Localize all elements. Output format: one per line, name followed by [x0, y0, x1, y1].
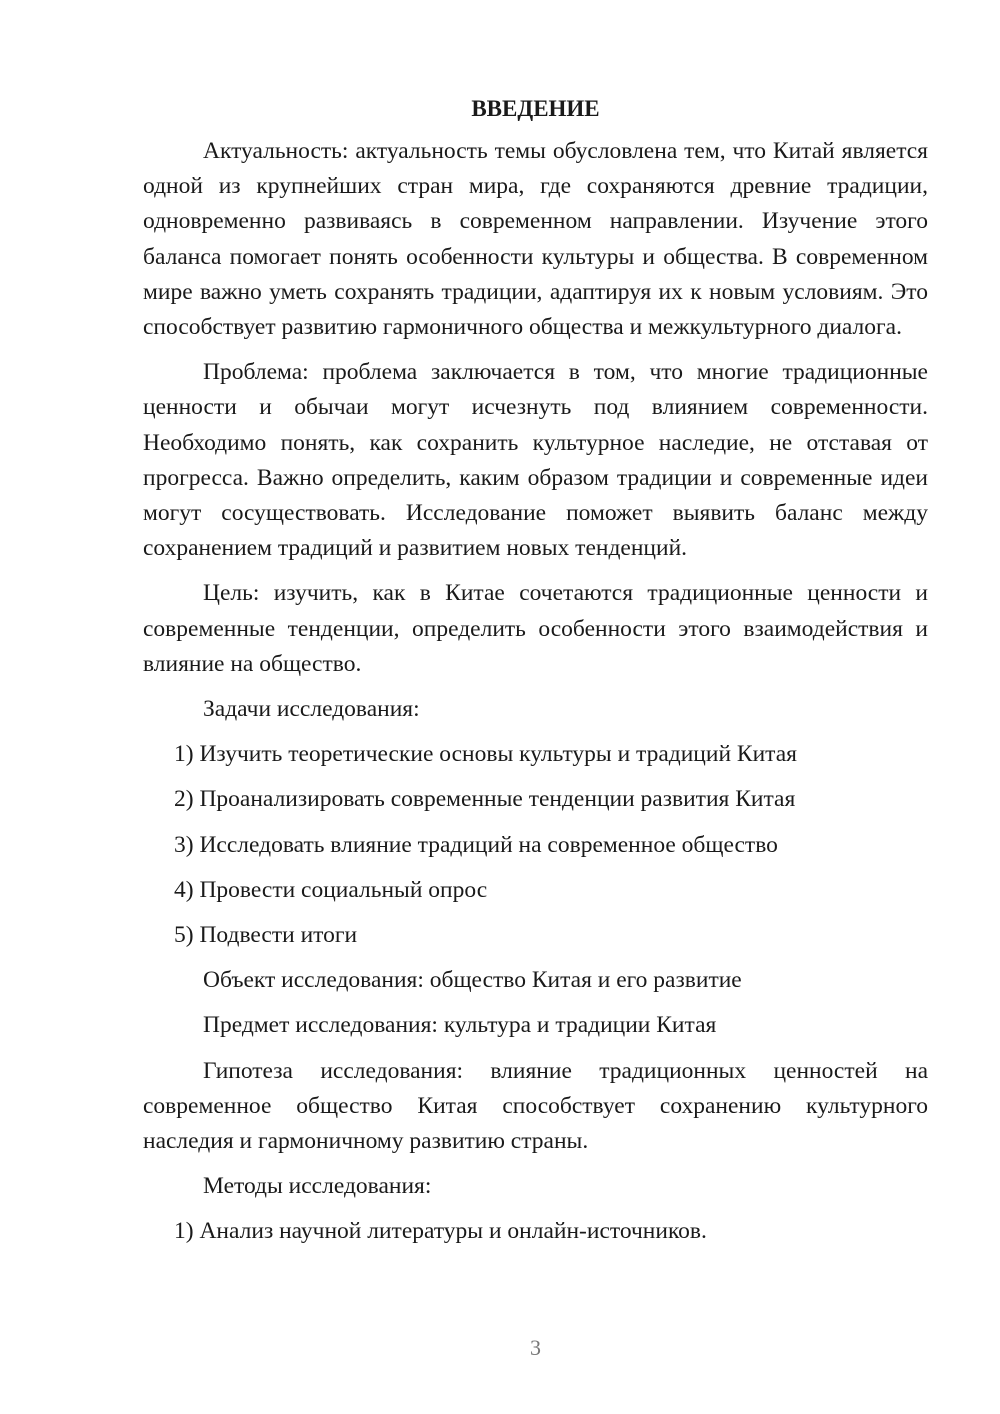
research-object: Объект исследования: общество Китая и его развитие — [203, 967, 742, 994]
methods-heading: Методы исследования: — [203, 1173, 432, 1200]
page-content — [143, 92, 928, 1260]
task-item: 3) Исследовать влияние традиций на современное общество — [174, 831, 778, 858]
task-item: 4) Провести социальный опрос — [174, 876, 488, 903]
task-item: 2) Проанализировать современные тенденции развития Китая — [174, 786, 796, 813]
goal-paragraph: Цель: изучить, как в Китае сочетаются традиционные ценности и современные тенденции, определить особенности этого взаимодействия и влияние на общество. — [143, 580, 928, 677]
hypothesis-paragraph: Гипотеза исследования: влияние традиционных ценностей на современное общество Китая способствует сохранению культурного наследия и гармоничному развитию страны. — [143, 1057, 928, 1155]
problem-paragraph: Проблема: проблема заключается в том, что многие традиционные ценности и обычаи могут исчезнуть под влиянием современности. Необходимо понять, как сохранить культурное наследие, не отставая от прогресса. Важно определить, каким образом традиции и современные идеи могут сосуществовать. Исследование поможет выявить баланс между сохранением традиций и развитием новых тенденций. — [143, 359, 928, 562]
task-item: 1) Изучить теоретические основы культуры и традиций Китая — [174, 741, 797, 768]
task-item: 5) Подвести итоги — [174, 922, 358, 949]
relevance-paragraph: Актуальность: актуальность темы обусловлена тем, что Китай является одной из крупнейших стран мира, где сохраняются древние традиции, одновременно развиваясь в современном направлении. Изучение этого баланса помогает понять особенности культуры и общества. В современном мире важно уметь сохранять традиции, адаптируя их к новым условиям. Это способствует развитию гармоничного общества и межкультурного диалога. — [143, 138, 928, 341]
tasks-heading: Задачи исследования: — [203, 696, 420, 723]
page-title: ВВЕДЕНИЕ — [471, 96, 600, 121]
research-subject: Предмет исследования: культура и традиции Китая — [203, 1012, 717, 1039]
method-item: 1) Анализ научной литературы и онлайн-источников. — [174, 1218, 707, 1245]
page-number: 3 — [530, 1335, 541, 1360]
